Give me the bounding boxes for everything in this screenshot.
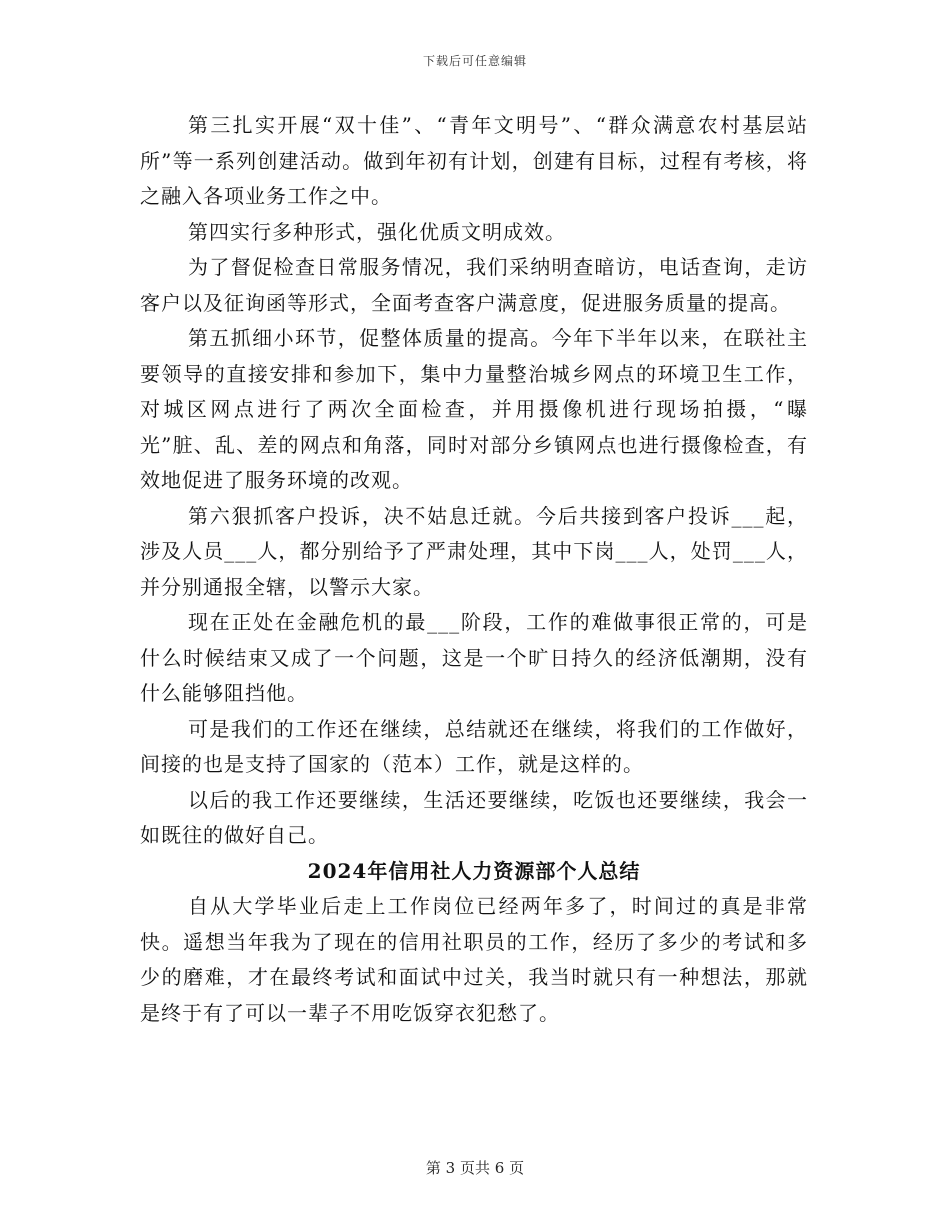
paragraph-sixth-item: 第六狠抓客户投诉，决不姑息迁就。今后共接到客户投诉___起，涉及人员___人，都分别给予了严肃处理，其中下岗___人，处罚___人，并分别通报全辖，以警示大家。 <box>140 503 808 599</box>
section-title: 2024年信用社人力资源部个人总结 <box>307 858 641 883</box>
paragraph-work-continues: 可是我们的工作还在继续，总结就还在继续，将我们的工作做好，间接的也是支持了国家的（范本）工作，就是这样的。 <box>140 716 808 776</box>
paragraph-financial-crisis: 现在正处在金融危机的最___阶段，工作的难做事很正常的，可是什么时候结束又成了一个问题，这是一个旷日持久的经济低潮期，没有什么能够阻挡他。 <box>140 610 808 705</box>
paragraph-inspection: 为了督促检查日常服务情况，我们采纳明查暗访，电话查询，走访客户以及征询函等形式，全面考查客户满意度，促进服务质量的提高。 <box>140 255 808 315</box>
paragraph-section-intro: 自从大学毕业后走上工作岗位已经两年多了，时间过的真是非常快。遥想当年我为了现在的信用社职员的工作，经历了多少的考试和多少的磨难，才在最终考试和面试中过关，我当时就只有一种想法，那就是终于有了可以一辈子不用吃饭穿衣犯愁了。 <box>140 894 808 1025</box>
page-header-note: 下载后可任意编辑 <box>422 54 527 68</box>
paragraph-third-item: 第三扎实开展“双十佳”、“青年文明号”、“群众满意农村基层站所”等一系列创建活动。做到年初有计划，创建有目标，过程有考核，将之融入各项业务工作之中。 <box>140 113 808 208</box>
page-number: 第 3 页共 6 页 <box>425 1159 525 1177</box>
paragraph-fifth-item: 第五抓细小环节，促整体质量的提高。今年下半年以来，在联社主要领导的直接安排和参加下，集中力量整治城乡网点的环境卫生工作，对城区网点进行了两次全面检查，并用摄像机进行现场拍摄，“曝光”脏、乱、差的网点和角落，同时对部分乡镇网点也进行摄像检查，有效地促进了服务环境的改观。 <box>140 326 808 492</box>
paragraph-closing: 以后的我工作还要继续，生活还要继续，吃饭也还要继续，我会一如既往的做好自己。 <box>140 787 808 847</box>
document-body <box>140 108 808 1031</box>
paragraph-fourth-item: 第四实行多种形式，强化优质文明成效。 <box>188 219 566 244</box>
